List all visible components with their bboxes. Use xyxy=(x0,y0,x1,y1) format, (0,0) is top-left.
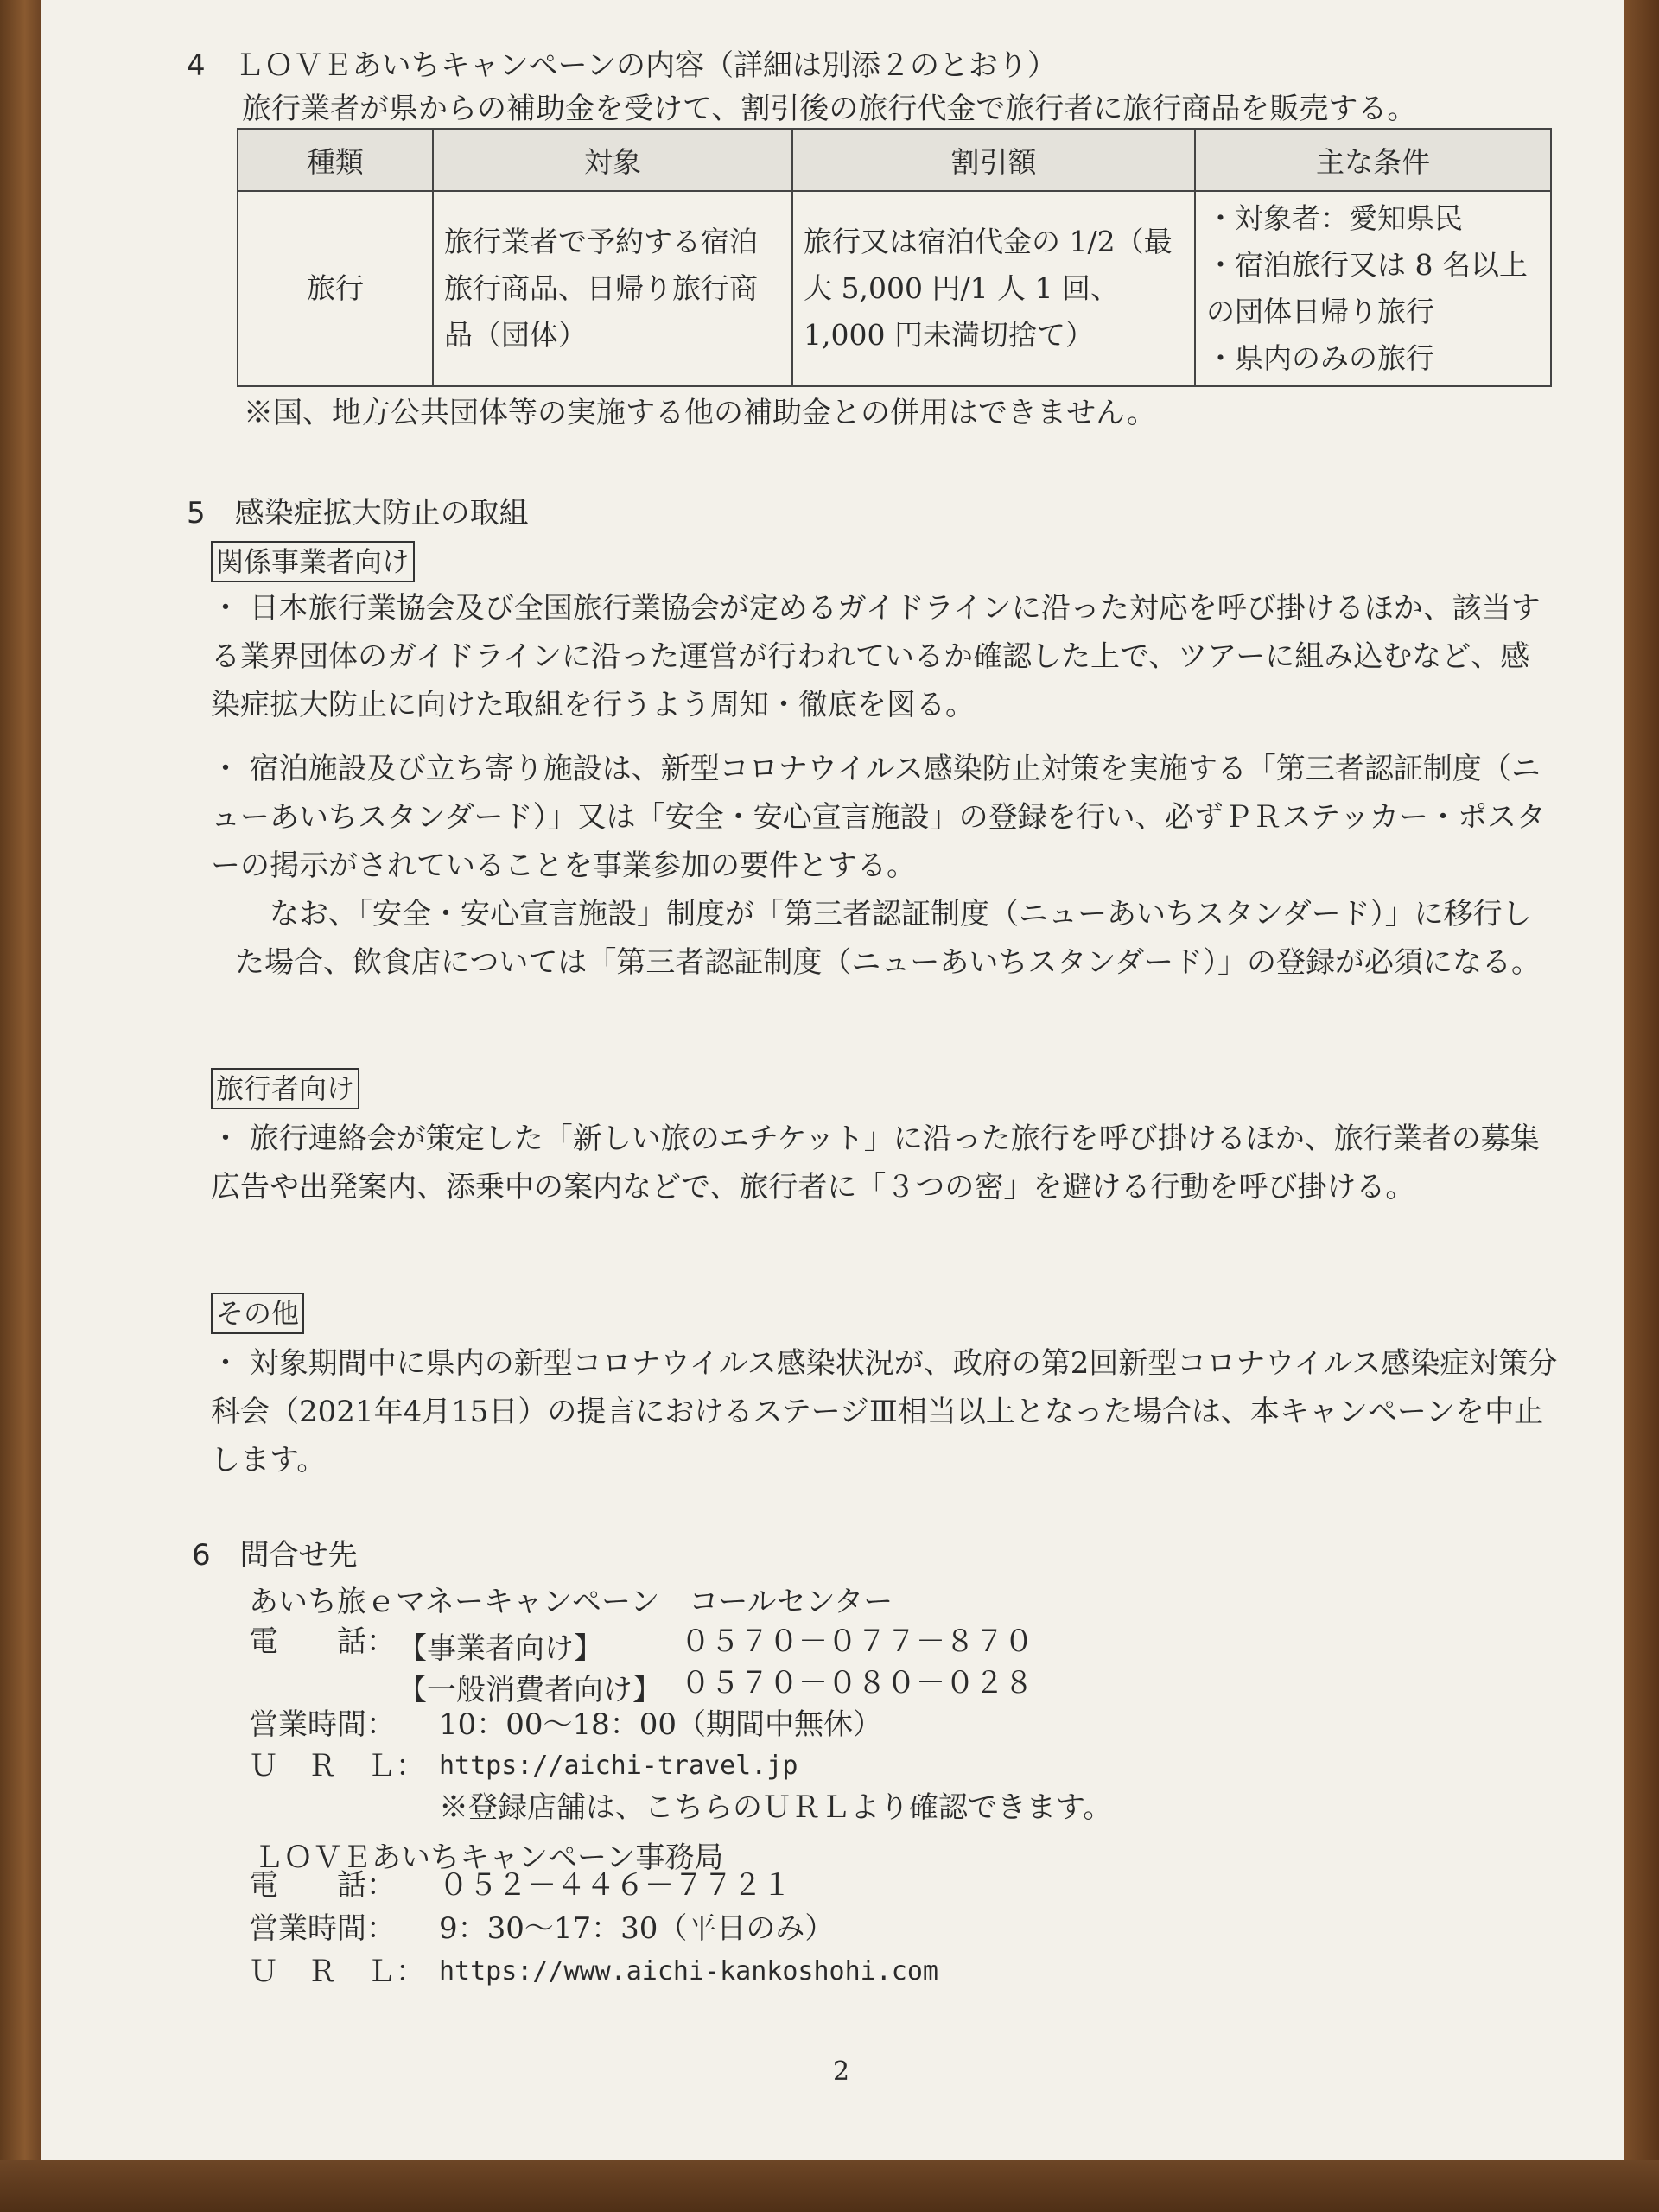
callcenter-biz-tel: ０５７０－０７７－８７０ xyxy=(681,1624,1033,1659)
table-cell-target: 旅行業者で予約する宿泊旅行商品、日帰り旅行商品（団体） xyxy=(433,191,792,386)
business-bullet-1: ・ 日本旅行業協会及び全国旅行業協会が定めるガイドラインに沿った対応を呼び掛けるほか、該当する業界団体のガイドラインに沿った運営が行われているか確認した上で、ツアーに組み込むなど、感染症拡大防止に向けた取組を行うよう周知・徹底を図る。 xyxy=(211,591,1541,722)
callcenter-consumer-tel: ０５７０－０８０－０２８ xyxy=(681,1666,1033,1700)
callcenter-consumer-label: 【一般消費者向け】 xyxy=(397,1673,662,1707)
table-header-kind: 種類 xyxy=(238,129,433,191)
callcenter-hours: 10：00～18：00（期間中無休） xyxy=(439,1707,883,1742)
document-page xyxy=(41,0,1624,2160)
office-hours-label: 営業時間： xyxy=(249,1911,396,1946)
callcenter-hours-label: 営業時間： xyxy=(249,1707,396,1742)
campaign-table xyxy=(237,128,1552,387)
section-4-note: ※国、地方公共団体等の実施する他の補助金との併用はできません。 xyxy=(244,396,1157,430)
section-5-heading: 5 感染症拡大防止の取組 xyxy=(187,496,529,531)
callcenter-biz-label: 【事業者向け】 xyxy=(397,1631,603,1666)
section-4-intro: 旅行業者が県からの補助金を受けて、割引後の旅行代金で旅行者に旅行商品を販売する。 xyxy=(242,92,1417,126)
section-6-heading: 6 問合せ先 xyxy=(192,1538,358,1573)
other-bullet: ・ 対象期間中に県内の新型コロナウイルス感染状況が、政府の第2回新型コロナウイルス感染症対策分科会（2021年4月15日）の提言におけるステージⅢ相当以上となった場合は、本キャンペーンを中止します。 xyxy=(211,1346,1558,1478)
callcenter-url-label: Ｕ Ｒ Ｌ： xyxy=(249,1749,425,1783)
callcenter-url[interactable]: https://aichi-travel.jp xyxy=(439,1751,798,1781)
callcenter-tel-label: 電 話： xyxy=(249,1624,396,1659)
condition-item: ・対象者：愛知県民 xyxy=(1206,201,1463,235)
office-hours: 9：30～17：30（平日のみ） xyxy=(439,1911,835,1946)
page-number: 2 xyxy=(833,2056,850,2087)
table-cell-conditions xyxy=(1195,191,1551,386)
table-cell-kind: 旅行 xyxy=(238,191,433,386)
section-4-heading: 4 ＬＯＶＥあいちキャンペーンの内容（詳細は別添２のとおり） xyxy=(187,48,1057,83)
table-header-conditions: 主な条件 xyxy=(1195,129,1551,191)
office-url-label: Ｕ Ｒ Ｌ： xyxy=(249,1955,425,1989)
other-label: その他 xyxy=(211,1293,304,1334)
traveler-bullet: ・ 旅行連絡会が策定した「新しい旅のエチケット」に沿った旅行を呼び掛けるほか、旅行業者の募集広告や出発案内、添乗中の案内などで、旅行者に「３つの密」を避ける行動を呼び掛ける。 xyxy=(211,1122,1540,1205)
table-header-target: 対象 xyxy=(433,129,792,191)
table-row xyxy=(238,191,1551,386)
business-bullet-2-note: なお、「安全・安心宣言施設」制度が「第三者認証制度（ニューあいちスタンダード）」に移行した場合、飲食店については「第三者認証制度（ニューあいちスタンダード）」の登録が必須になる。 xyxy=(235,897,1541,980)
office-url[interactable]: https://www.aichi-kankoshohi.com xyxy=(439,1956,938,1986)
traveler-label: 旅行者向け xyxy=(211,1068,359,1109)
office-tel-label: 電 話： xyxy=(249,1868,396,1903)
table-surface-bottom xyxy=(0,2160,1659,2212)
callcenter-name: あいち旅ｅマネーキャンペーン コールセンター xyxy=(249,1585,893,1619)
business-label: 関係事業者向け xyxy=(211,541,415,582)
business-bullet-2: ・ 宿泊施設及び立ち寄り施設は、新型コロナウイルス感染防止対策を実施する「第三者認証制度（ニューあいちスタンダード）」又は「安全・安心宣言施設」の登録を行い、必ずＰＲステッカー・ポスターの掲示がされていることを事業参加の要件とする。 xyxy=(211,752,1546,883)
office-tel: ０５２－４４６－７７２１ xyxy=(439,1868,791,1903)
condition-item: ・宿泊旅行又は 8 名以上の団体日帰り旅行 xyxy=(1206,248,1528,328)
table-surface-left xyxy=(0,0,41,2212)
callcenter-url-note: ※登録店舗は、こちらのＵＲＬより確認できます。 xyxy=(439,1790,1113,1825)
table-surface-right xyxy=(1624,0,1659,2212)
table-cell-discount: 旅行又は宿泊代金の 1/2（最大 5,000 円/1 人 1 回、1,000 円未満切捨て） xyxy=(792,191,1195,386)
table-header-discount: 割引額 xyxy=(792,129,1195,191)
table-header-row xyxy=(238,129,1551,191)
condition-item: ・県内のみの旅行 xyxy=(1206,341,1434,375)
office-name: ＬＯＶＥあいちキャンペーン事務局 xyxy=(254,1840,724,1875)
